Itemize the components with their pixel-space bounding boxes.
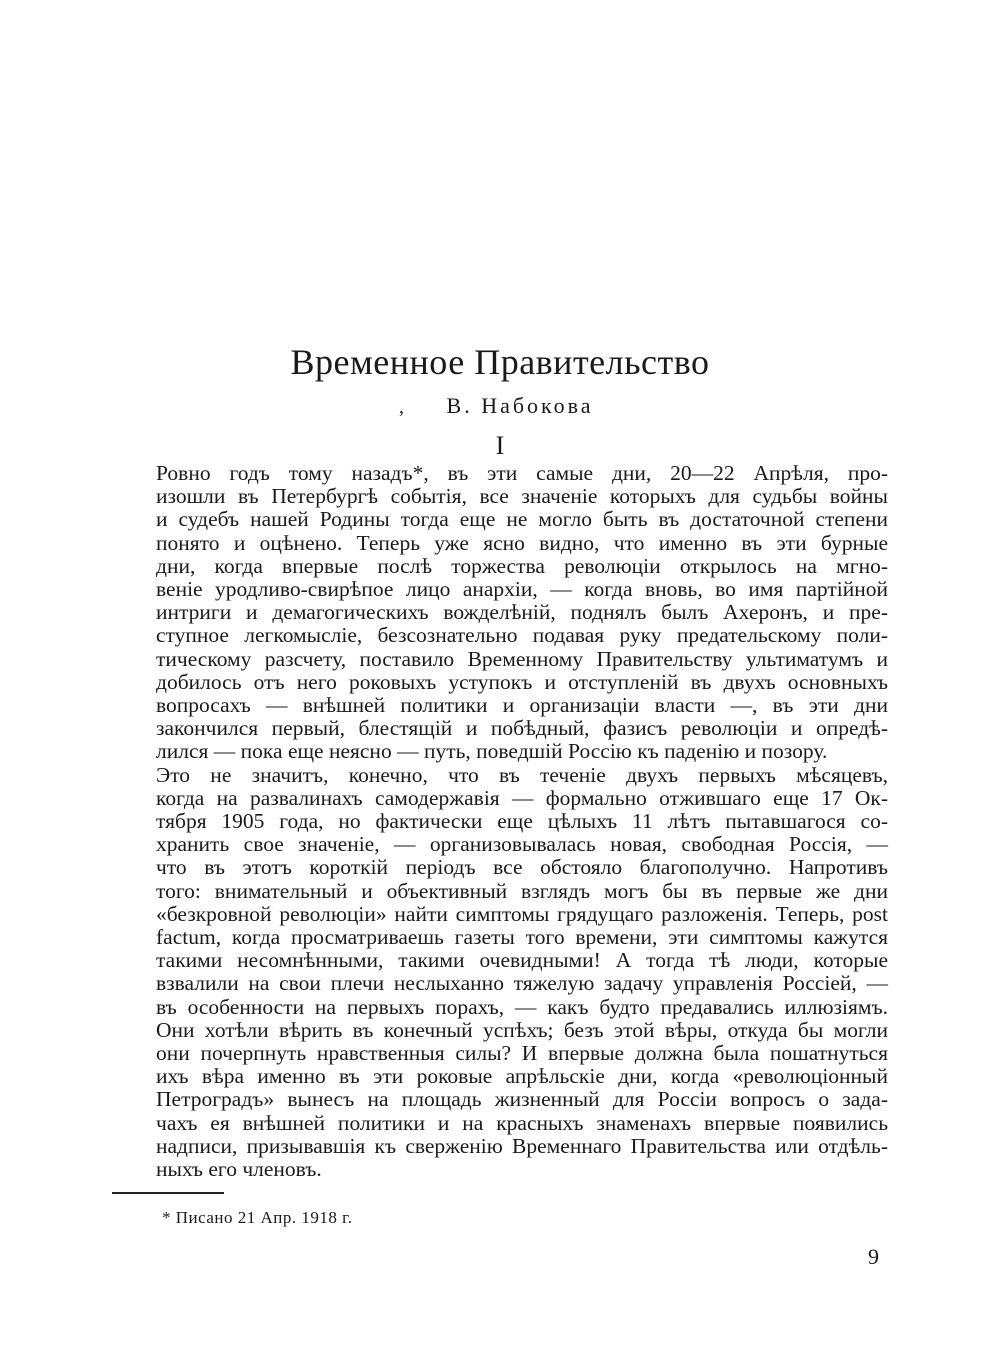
text-line: добилось отъ него роковыхъ уступокъ и отступленій въ двухъ основныхъ: [156, 669, 888, 694]
text-line: понято и оцѣнено. Теперь уже ясно видно, что именно въ эти бурные: [156, 530, 888, 555]
section-number: I: [495, 431, 505, 460]
text-line: интриги и демагогическихъ вожделѣній, поднялъ былъ Ахеронъ, и пре-: [156, 600, 888, 625]
footnote-divider: [112, 1192, 224, 1194]
text-line: веніе уродливо-свирѣпое лицо анархіи, — когда вновь, во имя партійной: [156, 577, 888, 602]
text-line: ныхъ его членовъ.: [156, 1157, 322, 1182]
text-line: что въ этотъ короткій періодъ все обстояло благополучно. Напротивъ: [156, 855, 888, 880]
text-line: лился — пока еще неясно — путь, поведшій Россію къ паденію и позору.: [156, 739, 828, 764]
text-line: надписи, призывавшія къ сверженію Временнаго Правительства или отдѣль-: [156, 1133, 888, 1158]
text-line: когда на развалинахъ самодержавія — формально отжившаго еще 17 Ок-: [156, 785, 888, 810]
text-line: ступное легкомысліе, безсознательно подавая руку предательскому поли-: [156, 623, 888, 648]
text-line: они почерпнуть нравственныя силы? И впервые должна была пошатнуться: [156, 1041, 888, 1066]
text-line: Ровно годъ тому назадъ*, въ эти самые дни, 20—22 Апрѣля, про-: [156, 461, 888, 485]
paragraph: [112, 764, 888, 1182]
text-line: Это не значитъ, конечно, что въ теченіе двухъ первыхъ мѣсяцевъ,: [156, 762, 888, 787]
text-line: вопросахъ — внѣшней политики и организаціи власти —, въ эти дни: [156, 693, 888, 718]
text-line: взвалили на свои плечи неслыханно тяжелую задачу управленія Россіей, —: [156, 971, 888, 996]
text-line: дни, когда впервые послѣ торжества революціи открылось на мгно-: [156, 553, 888, 578]
page-number: 9: [868, 1244, 879, 1269]
text-line: factum, когда просматриваешь газеты того времени, эти симптомы кажутся: [156, 925, 888, 950]
text-line: закончился первый, блестящій и побѣдный, фазисъ революціи и опредѣ-: [156, 716, 888, 741]
text-line: чахъ ея внѣшней политики и на красныхъ знаменахъ впервые появились: [156, 1110, 888, 1135]
text-line: ихъ вѣра именно въ эти роковые апрѣльскіе дни, когда «революціонный: [156, 1064, 888, 1089]
text-line: въ особенности на первыхъ порахъ, — какъ будто предавались иллюзіямъ.: [156, 994, 888, 1019]
article-body: [112, 462, 888, 1181]
text-line: Петроградъ» вынесъ на площадь жизненный для Россіи вопросъ о зада-: [156, 1087, 888, 1112]
text-line: изошли въ Петербургѣ событія, все значеніе которыхъ для судьбы войны: [156, 484, 888, 509]
text-line: и судебъ нашей Родины тогда еще не могло быть въ достаточной степени: [156, 507, 888, 532]
text-line: того: внимательный и объективный взглядъ могъ бы въ первые же дни: [156, 878, 888, 903]
footnote: * Писано 21 Апр. 1918 г.: [162, 1208, 353, 1227]
text-line: тября 1905 года, но фактически еще цѣлыхъ 11 лѣтъ пытавшагося со-: [156, 809, 888, 834]
text-line: тическому разсчету, поставило Временному Правительству ультиматумъ и: [156, 646, 888, 671]
author-mark: ‚: [398, 396, 405, 418]
text-line: «безкровной революціи» найти симптомы грядущаго разложенія. Теперь, post: [156, 901, 888, 926]
paragraph: [112, 462, 888, 764]
text-line: Они хотѣли вѣрить въ конечный успѣхъ; безъ этой вѣры, откуда бы могли: [156, 1017, 888, 1042]
text-line: такими несомнѣнными, такими очевидными! А тогда тѣ люди, которые: [156, 948, 888, 973]
author-name: В. Набокова: [446, 393, 594, 418]
page-title: Временное Правительство: [290, 342, 710, 382]
text-line: хранить свое значеніе, — организовывалась новая, свободная Россія, —: [156, 832, 888, 857]
